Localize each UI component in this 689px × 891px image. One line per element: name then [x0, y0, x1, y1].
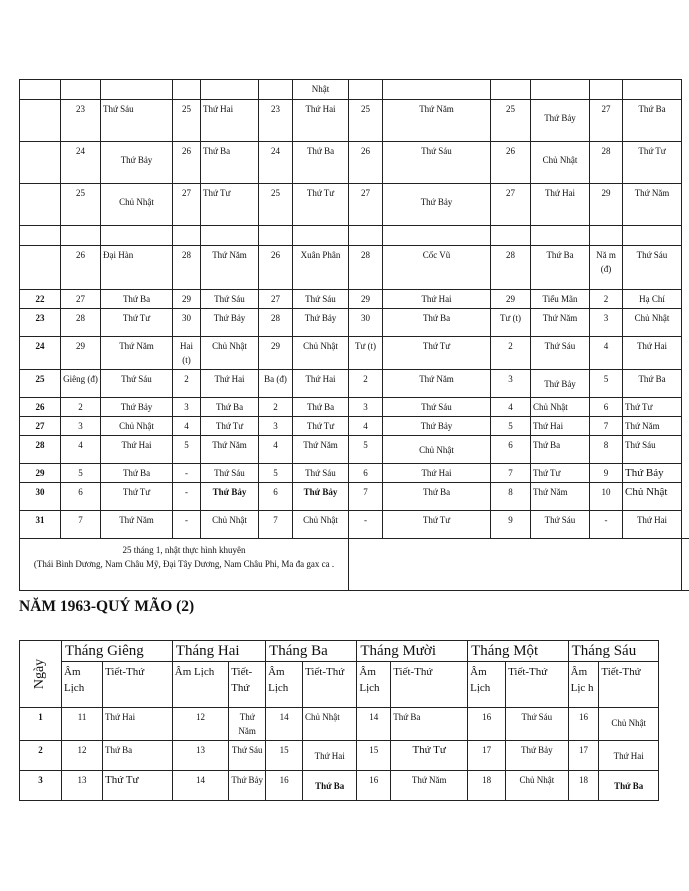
cell: Thứ Ba: [103, 741, 173, 771]
cell: 3: [259, 417, 293, 436]
cell: Giêng (đ): [61, 370, 101, 398]
section-title: NĂM 1963-QUÝ MÃO (2): [19, 598, 195, 615]
cell: Thứ Bảy: [293, 483, 349, 511]
table-row: [20, 142, 689, 184]
cell: 8: [491, 483, 531, 511]
cell: Thứ Sáu: [201, 464, 259, 483]
day-cell: [20, 246, 61, 290]
cell: Thứ Hai: [531, 417, 590, 436]
cell: Thứ Bảy: [506, 741, 569, 771]
cell: 6: [259, 483, 293, 511]
cell: Thứ Tư: [201, 417, 259, 436]
cell: 24: [61, 142, 101, 184]
cell: 13: [62, 771, 103, 801]
cell: Thứ Năm: [623, 417, 682, 436]
sub-header-tiet: Tiết-Thứ: [229, 662, 266, 708]
cell: 28: [61, 309, 101, 337]
day-cell: 3: [20, 771, 62, 801]
cell: 29: [259, 337, 293, 370]
cell: 8: [590, 436, 623, 464]
cell: 2: [259, 398, 293, 417]
eclipse-note: [20, 539, 349, 591]
day-cell: [20, 184, 61, 226]
cell: Thứ Ba: [623, 370, 682, 398]
cell: 18: [468, 771, 506, 801]
cell: 16: [357, 771, 391, 801]
sub-header-tiet: Tiết-Thứ: [599, 662, 659, 708]
cell: Thứ Ba: [101, 290, 173, 309]
ngay-label: Ngày: [32, 658, 48, 690]
cell: Tiểu Mãn: [531, 290, 590, 309]
day-cell: 2: [20, 741, 62, 771]
month-header: Tháng Hai: [172, 641, 265, 662]
cell: Chủ Nhật: [623, 483, 682, 511]
cell: Thứ Sáu: [293, 464, 349, 483]
cell: Thứ Bảy: [623, 464, 682, 483]
cell: Chủ Nhật: [506, 771, 569, 801]
cell: Thứ Sáu: [101, 100, 173, 142]
cell: 30: [349, 309, 383, 337]
table-row: [20, 398, 689, 417]
cell: Chủ Nhật: [101, 417, 173, 436]
cell: Ba (đ): [259, 370, 293, 398]
cell: 7: [491, 464, 531, 483]
month-header: Tháng Ba: [266, 641, 357, 662]
cell: Đại Hàn: [101, 246, 173, 290]
cell: Nhật: [293, 80, 349, 100]
cell: -: [173, 511, 201, 539]
cell: 2: [491, 337, 531, 370]
cell: Thứ Hai: [201, 100, 259, 142]
cell: Thứ Năm: [201, 246, 259, 290]
cell-text: Chủ Nhật: [119, 197, 154, 207]
sub-header-am: Âm Lịch: [468, 662, 506, 708]
cell-text: Thứ Bảy: [544, 379, 576, 389]
cell: Thứ Tư: [101, 309, 173, 337]
cell: 5: [491, 417, 531, 436]
note-line-1: 25 tháng 1, nhật thực hình khuyên: [122, 545, 246, 555]
table-row: [20, 539, 689, 591]
cell: Thứ Sáu: [383, 398, 491, 417]
cell: 27: [259, 290, 293, 309]
cell: 13: [172, 741, 228, 771]
cell: 2: [349, 370, 383, 398]
cell: Chủ Nhật: [201, 337, 259, 370]
cell-text: Chủ Nhật: [611, 718, 647, 728]
cell-text: Thứ Bảy: [120, 155, 153, 165]
day-cell: 29: [20, 464, 61, 483]
cell: Thứ Tư: [391, 741, 468, 771]
cell: 25: [61, 184, 101, 226]
cell: 14: [266, 708, 303, 741]
cell: 28: [491, 246, 531, 290]
cell: Hai (t): [173, 337, 201, 370]
cell: -: [173, 464, 201, 483]
cell: Thứ Tư: [293, 184, 349, 226]
cell: 26: [491, 142, 531, 184]
cell: 12: [62, 741, 103, 771]
table-row: [20, 246, 689, 290]
cell: 17: [568, 741, 599, 771]
cell: 14: [357, 708, 391, 741]
day-cell: 30: [20, 483, 61, 511]
cell: 4: [491, 398, 531, 417]
day-cell: [20, 100, 61, 142]
cell: Chủ Nhật: [531, 398, 590, 417]
cell: 26: [173, 142, 201, 184]
cell: Chủ Nhật: [293, 511, 349, 539]
day-cell: 23: [20, 309, 61, 337]
cell: Thứ Sáu: [229, 741, 266, 771]
table-row: [20, 100, 689, 142]
cell: 5: [173, 436, 201, 464]
cell: Thứ Ba: [201, 142, 259, 184]
cell: 27: [590, 100, 623, 142]
table-row: [20, 708, 659, 741]
table-row: [20, 290, 689, 309]
cell: Chủ Nhật: [293, 337, 349, 370]
cell: Thứ Hai: [201, 370, 259, 398]
cell: 26: [349, 142, 383, 184]
cell: 3: [61, 417, 101, 436]
table-row: [20, 464, 689, 483]
cell: -: [590, 511, 623, 539]
cell: Thứ Tư: [383, 511, 491, 539]
cell: Thứ Hai: [293, 100, 349, 142]
cell: Thứ Hai: [623, 511, 682, 539]
cell: Thứ Ba: [201, 398, 259, 417]
sub-header-tiet: Tiết-Thứ: [506, 662, 569, 708]
cell: 24: [259, 142, 293, 184]
table-row: [20, 436, 689, 464]
table-row: [20, 80, 689, 100]
cell: 3: [173, 398, 201, 417]
sub-header-row: [20, 662, 659, 708]
cell: Thứ Sáu: [293, 290, 349, 309]
cell: 29: [173, 290, 201, 309]
ngay-header: [20, 641, 62, 708]
cell: Thứ Bảy: [293, 309, 349, 337]
cell: 9: [590, 464, 623, 483]
cell: 6: [349, 464, 383, 483]
cell: Thứ Năm: [229, 708, 266, 741]
table-row: [20, 184, 689, 226]
cell: Thứ Bảy: [101, 398, 173, 417]
cell: Chủ Nhật: [623, 309, 682, 337]
cell: Thứ Tư: [293, 417, 349, 436]
cell: 28: [173, 246, 201, 290]
cell-text: Thứ Bảy: [544, 113, 576, 123]
cell: Thứ Hai: [383, 464, 491, 483]
cell: 28: [259, 309, 293, 337]
cell: Thứ Sáu: [506, 708, 569, 741]
cell: Thứ Ba: [101, 464, 173, 483]
cell: 4: [349, 417, 383, 436]
day-cell: 26: [20, 398, 61, 417]
cell: Thứ Ba: [531, 246, 590, 290]
cell: 5: [259, 464, 293, 483]
cell: 29: [491, 290, 531, 309]
cell: Thứ Hai: [103, 708, 173, 741]
cell: 26: [259, 246, 293, 290]
cell: 26: [61, 246, 101, 290]
cell: 4: [590, 337, 623, 370]
cell: 30: [173, 309, 201, 337]
sub-header-tiet: Tiết-Thứ: [103, 662, 173, 708]
table-row: [20, 417, 689, 436]
cell: 16: [568, 708, 599, 741]
cell: Thứ Hai: [293, 370, 349, 398]
note-line-2: (Thái Bình Dương, Nam Châu Mỹ, Đại Tây Dương, Nam Châu Phi, Ma đa gax ca .: [33, 559, 335, 569]
cell: Thứ Năm: [383, 370, 491, 398]
month-header-row: [20, 641, 659, 662]
cell: Thứ Bảy: [229, 771, 266, 801]
cell: Thứ Tư: [623, 398, 682, 417]
sub-header-am: Âm Lịch: [266, 662, 303, 708]
cell: -: [173, 483, 201, 511]
cell-text: Chủ Nhật: [542, 155, 578, 165]
cell: Thứ Hai: [531, 184, 590, 226]
cell: Thứ Năm: [531, 309, 590, 337]
cell: Thứ Năm: [101, 511, 173, 539]
month-header: Tháng Một: [468, 641, 569, 662]
cell: Thứ Năm: [391, 771, 468, 801]
day-cell: 1: [20, 708, 62, 741]
cell: 15: [357, 741, 391, 771]
cell: 6: [590, 398, 623, 417]
cell: Thứ Năm: [101, 337, 173, 370]
cell: 9: [491, 511, 531, 539]
sub-header-tiet: Tiết-Thứ: [391, 662, 468, 708]
cell: 7: [61, 511, 101, 539]
cell: Thứ Sáu: [531, 337, 590, 370]
cell: Thứ Ba: [383, 309, 491, 337]
month-header: Tháng Mười: [357, 641, 468, 662]
table-row: [20, 337, 689, 370]
month-header: Tháng Sáu: [568, 641, 658, 662]
cell: Thứ Sáu: [623, 436, 682, 464]
cell: 29: [590, 184, 623, 226]
cell: 11: [62, 708, 103, 741]
cell: Chủ Nhật: [303, 708, 357, 741]
cell: 3: [349, 398, 383, 417]
sub-header-am: Âm Lịch: [62, 662, 103, 708]
cell: 3: [491, 370, 531, 398]
cell: 17: [468, 741, 506, 771]
cell: 3: [590, 309, 623, 337]
cell: Thứ Tư: [101, 483, 173, 511]
cell: Tư (t): [491, 309, 531, 337]
cell: 16: [266, 771, 303, 801]
calendar-table-1963: [19, 640, 659, 801]
cell: 28: [590, 142, 623, 184]
cell: 14: [172, 771, 228, 801]
cell: Thứ Hai: [101, 436, 173, 464]
cell: 5: [349, 436, 383, 464]
cell: Thứ Năm: [623, 184, 682, 226]
cell: Thứ Sáu: [101, 370, 173, 398]
cell: 18: [568, 771, 599, 801]
cell: Thứ Tư: [201, 184, 259, 226]
table-row: [20, 370, 689, 398]
cell: Thứ Hai: [623, 337, 682, 370]
cell: Thứ Ba: [293, 142, 349, 184]
cell: 16: [468, 708, 506, 741]
cell: 23: [259, 100, 293, 142]
cell: Chủ Nhật: [201, 511, 259, 539]
cell: Thứ Ba: [391, 708, 468, 741]
day-cell: 31: [20, 511, 61, 539]
cell: Hạ Chí: [623, 290, 682, 309]
cell-text: Thứ Ba: [614, 781, 644, 791]
day-cell: 28: [20, 436, 61, 464]
cell: Xuân Phân: [293, 246, 349, 290]
cell: Thứ Tư: [383, 337, 491, 370]
cell-text: Chủ Nhật: [419, 445, 454, 455]
cell: Thứ Tư: [623, 142, 682, 184]
day-cell: 24: [20, 337, 61, 370]
sub-header-am: Âm Lịch: [172, 662, 228, 708]
cell: 23: [61, 100, 101, 142]
cell: 10: [590, 483, 623, 511]
cell: Thứ Sáu: [201, 290, 259, 309]
cell-text: Thứ Hai: [314, 751, 345, 761]
month-header: Tháng Giêng: [62, 641, 173, 662]
cell: 7: [349, 483, 383, 511]
cell: 4: [259, 436, 293, 464]
cell: Thứ Sáu: [383, 142, 491, 184]
cell: 29: [61, 337, 101, 370]
cell: Thứ Ba: [623, 100, 682, 142]
cell: 25: [491, 100, 531, 142]
day-cell: [20, 142, 61, 184]
cell: 28: [349, 246, 383, 290]
table-row: [20, 741, 659, 771]
table-row: [20, 309, 689, 337]
cell: Thứ Năm: [383, 100, 491, 142]
day-cell: 27: [20, 417, 61, 436]
cell: Thứ Năm: [293, 436, 349, 464]
cell: Cốc Vũ: [383, 246, 491, 290]
cell: 5: [590, 370, 623, 398]
cell: 25: [173, 100, 201, 142]
cell: Thứ Sáu: [531, 511, 590, 539]
cell: -: [349, 511, 383, 539]
cell: Thứ Sáu: [623, 246, 682, 290]
cell-text: Thứ Ba: [315, 781, 345, 791]
cell: Thứ Năm: [531, 483, 590, 511]
cell: 2: [590, 290, 623, 309]
cell: 29: [349, 290, 383, 309]
cell: 25: [349, 100, 383, 142]
cell-text: Thứ Bảy: [420, 197, 453, 207]
cell: Thứ Bảy: [201, 309, 259, 337]
cell: Thứ Bảy: [201, 483, 259, 511]
cell: Thứ Tư: [103, 771, 173, 801]
cell: Thứ Năm: [201, 436, 259, 464]
calendar-table-continued: [19, 79, 689, 591]
cell: Thứ Ba: [293, 398, 349, 417]
cell: 7: [590, 417, 623, 436]
sub-header-am: Âm Lịch: [357, 662, 391, 708]
cell: Thứ Bảy: [383, 417, 491, 436]
cell: 5: [61, 464, 101, 483]
cell: Thứ Tư: [531, 464, 590, 483]
cell: 27: [491, 184, 531, 226]
table-row: [20, 771, 659, 801]
cell: 15: [266, 741, 303, 771]
cell: Thứ Hai: [383, 290, 491, 309]
cell: Thứ Ba: [383, 483, 491, 511]
cell: 4: [61, 436, 101, 464]
cell: Nă m (đ): [590, 246, 623, 290]
cell: 4: [173, 417, 201, 436]
cell: 27: [61, 290, 101, 309]
day-cell: 22: [20, 290, 61, 309]
table-row: [20, 226, 689, 246]
cell: 27: [173, 184, 201, 226]
cell: 2: [61, 398, 101, 417]
cell-text: Thứ Hai: [613, 751, 644, 761]
day-cell: 25: [20, 370, 61, 398]
sub-header-am: Âm Lịc h: [568, 662, 599, 708]
sub-header-tiet: Tiết-Thứ: [303, 662, 357, 708]
cell: 6: [491, 436, 531, 464]
cell: Tư (t): [349, 337, 383, 370]
table-row: [20, 483, 689, 511]
table-row: [20, 511, 689, 539]
cell: 25: [259, 184, 293, 226]
cell: 2: [173, 370, 201, 398]
cell: 6: [61, 483, 101, 511]
cell: 27: [349, 184, 383, 226]
cell: 7: [259, 511, 293, 539]
cell: 12: [172, 708, 228, 741]
cell: Thứ Ba: [531, 436, 590, 464]
